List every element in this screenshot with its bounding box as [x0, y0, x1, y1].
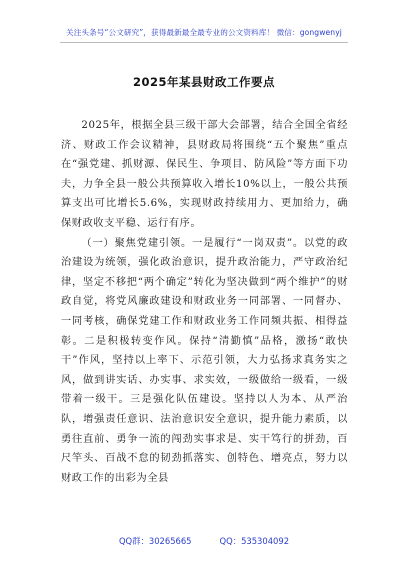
footer-contact — [0, 535, 408, 547]
header-banner: 关注头条号“公文研究”，获得最新最全最专业的公文资料库！ 微信：gongwenyj — [66, 28, 342, 37]
footer-qq-number: QQ：535304092 — [219, 536, 290, 546]
paragraph-intro: 2025年，根据全县三级干部大会部署，结合全国全省经济、财政工作会议精神，县财政局将围绕“五个聚焦”重点在“强党建、抓财源、保民生、争项目、防风险”等方面下功夫，力争全县一般公共预算收入增长10%以上，一般公共预算支出可比增长5.6%，实现财政持续用力、更加给力，确保财政收支平稳、运行有序。 — [61, 120, 348, 229]
document-body — [61, 116, 348, 488]
document-title: 2025年某县财政工作要点 — [132, 75, 275, 89]
paragraph-party-building: （一）聚焦党建引领。一是履行“一岗双责”。以党的政治建设为统领，强化政治意识，提升政治能力，严守政治纪律，坚定不移把“两个确定”转化为坚决做到“两个维护”的财政自觉，将党风廉政建设和财政业务一同部署、一同督办、一同考核，确保党建工作和财政业务工作同频共振、相得益彰。二是积极转变作风。保持“清勤慎”品格，激扬“敢快干”作风，坚持以上率下、示范引领，大力弘扬求真务实之风，做到讲实话、办实事、求实效，一级做给一级看，一级带着一级干。三是强化队伍建设。坚持以人为本、从严治队，增强责任意识、法治意识安全意识，提升能力素质，以勇往直前、勇争一流的闯劲实事求是、实干笃行的拼劲，百尺竿头、百战不怠的韧劲抓落实、创特色、增亮点，努力以财政工作的出彩为全县 — [61, 237, 348, 484]
header-divider — [60, 42, 348, 43]
footer-qq-group: QQ群：30265665 — [118, 536, 192, 546]
